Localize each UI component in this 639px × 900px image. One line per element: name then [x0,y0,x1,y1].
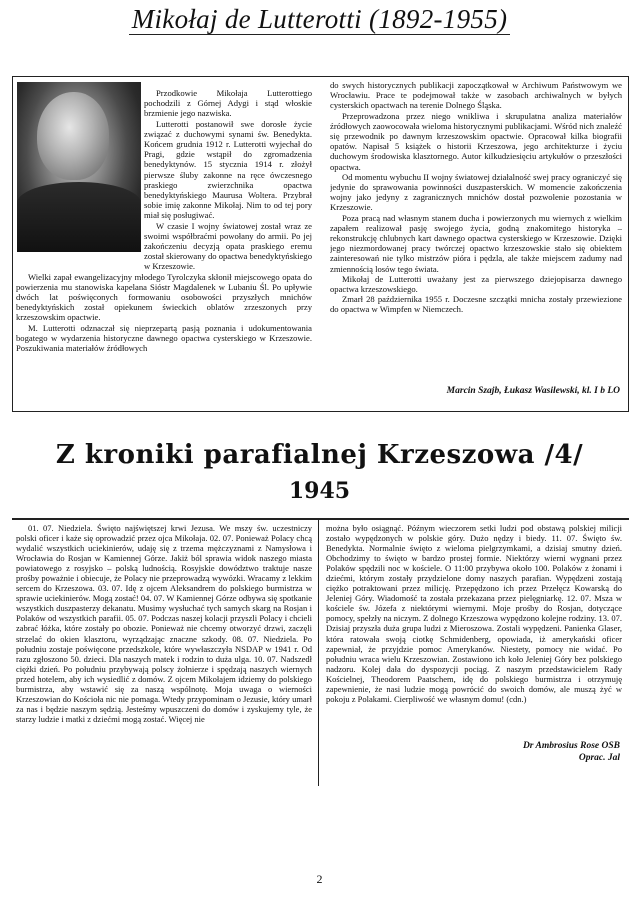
article-title: Mikołaj de Lutterotti (1892-1955) [0,4,639,35]
column-divider [318,518,319,786]
paragraph: można było osiągnąć. Późnym wieczorem setki ludzi pod obstawą polskiej milicji zostało wypędzonych w polskie góry. Dużo nędzy i biedy. 11. 07. Święto św. Benedykta. Normalnie święto z wieloma pielgrzymkami, a dzisiaj smutny dzień. Obchodzimy to święto w bardzo prostej formie. Niektórzy wierni wygnani przez Polaków spędzili noc w kościele. O 11:00 przybywa około 100. Polaków z żonami i dziećmi, którym zostały przydzielone domy naszych parafian. Wypędzeni zostają ciężko potraktowani przez milicję. Przepędzono ich przez Przełęcz Kowarską do Jeleniej Góry. Wiadomość ta została przekazana przez pielęgniarkę. 12. 07. Msza w kościele św. Józefa z niektórymi wiernymi. Moje prośby do Rosjan, dotyczące pomocy, spełzły na niczym. Z dolnego Krzeszowa wypędzono kolejne rodziny. 13. 07. Dzisiaj przyszła duża grupa ludzi z Mieroszowa. Zostali wypędzeni. Panienka Glaser, która ratowała swoją ciotkę Schmidenberg, opowiada, iż amerykański oficer zapewniał, że przyjdzie pomoc Amerykanów. Niestety, pomocy nie widać. Po południu wraca wielu Krzeszowian. Zostawiono ich koło Jeleniej Góry bez polskiego nadzoru. Kolej dała do dyspozycji pociąg. Z naszym przedstawicielem Rady Kościelnej, Theodorem Paatschem, idę do polskiego burmistrza i otrzymuję zapewnienie, że nasi ludzie mogą powrócić do swoich domów, ale muszą żyć w pokoju z Polakami. Cierpliwość we własnym domu! (cdn.) [326,523,622,704]
chronicle-title: Z kroniki parafialnej Krzeszowa /4/ [55,440,584,470]
horizontal-rule [12,518,629,520]
signature-name: Dr Ambrosius Rose OSB [522,741,620,751]
article2-column-left [16,523,312,791]
paragraph: Od momentu wybuchu II wojny światowej działalność swej pracy ograniczyć się jedynie do sprawowania powinności duszpasterskich. W momencie zakończenia wojny jako jedyny z zagranicznych mnichów dostał pozwolenie pozostania w Krzeszowie. [330,171,622,213]
paragraph: W czasie I wojny światowej został wraz ze swoimi współbraćmi powołany do armii. Po jej zakończeniu decyzją opata praskiego eremu został skierowany do opactwa benedyktyńskiego w Krzeszowie. [144,220,312,272]
paragraph: Zmarł 28 października 1955 r. Doczesne szczątki mnicha zostały przewiezione do opactwa w Wimpfen w Niemczech. [330,294,622,315]
page-number: 2 [316,872,323,886]
article1-signature: Marcin Szajb, Łukasz Wasilewski, kl. I b LO [446,386,620,396]
article1-column-right [330,80,622,376]
paragraph: do swych historycznych publikacji zapoczątkował w Archiwum Państwowym we Wrocławiu. Prace te podejmował także w zasobach archiwalnych w byłych cysterskich opactwach na terenie Dolnego Śląska. [330,80,622,111]
paragraph: 01. 07. Niedziela. Święto najświętszej krwi Jezusa. We mszy św. uczestniczy polski oficer i każe się oprowadzić przez ojca Mikołaja. 02. 07. Ponieważ Polacy chcą wydalić wszystkich uciekinierów, udaję się z trzema mężczyznami z Namysłowa i Wrocławia do Rosjan w Kamiennej Górze. Jakiż ból sprawia widok naszego miasta powiatowego z rosyjsko – polską ludnością. Rosyjskie dowództwo traktuje nasze prośby poważnie i obiecuje, że Polacy nie przeprowadzą wywózki. Wracamy z lekkim sercem do Krzeszowa. 03. 07. Idę z ojcem Aleksandrem do polskiego burmistrza w sprawie uciekinierów. Mogą zostać! 04. 07. W Kamiennej Górze odbywa się spotkanie wszystkich duszpasterzy dekanatu. Musimy wysłuchać tych samych skarg na Rosjan i Polaków od wszystkich parafii. 05. 07. Podczas naszej kolacji przyszli Polacy i chcieli zabrać łóżka, które zostały po obozie. Ponieważ nie chcemy otworzyć drzwi, zaczęli strzelać do okien klasztoru, wyrządzając znaczne szkody. 08. 07. Niedziela. Po południu zostaje poświęcone przedszkole, które wywłaszczyła NSDAP w 1941 r. Od razu zgłoszono 50. dzieci. Dla naszych matek i rodzin to duża ulga. 10. 07. Nadszedł ciężki dzień. Po południu przybywają polscy żołnierze i spędzają naszych wiernych przed hotelem, aby ich wysiedlić z domów. Z ojcem Mikołajem idziemy do polskiego burmistrza, aby wstawić się za naszą wspólnotę. Moja uwaga o wierności Krzeszowian do Kościoła nic nie pomaga. Wtedy przypominam o Jezusie, który umarł za nas i będzie naszym sędzią. Jesteśmy wpuszczeni do domów i zyskujemy tyle, że starzy ludzie i matki z dziećmi mogą zostać. Więcej nie [16,523,312,724]
paragraph: Przodkowie Mikołaja Lutterottiego pochodzili z Górnej Adygi i stąd włoskie brzmienie jego nazwiska. [144,88,312,119]
paragraph: M. Lutterotti odznaczał się nieprzepartą pasją poznania i udokumentowania bogatego w wydarzenia historyczne dawnego opactwa cysterskiego w Krzeszowie. Poszukiwania materiałów źródłowych [16,322,312,354]
paragraph: Poza pracą nad własnym stanem ducha i powierzonych mu wiernych z wielkim zapałem realizował pasję swojego życia, godną znakomitego historyka – rekonstrukcję chlubnych kart dawnego opactwa cysterskiego w Krzeszowie. Dzięki jego niezmordowanej pracy twórczej opactwo krzeszowskie stało się obiektem zainteresowań nie tylko mistrzów pióra i pędzla, ale także miejscem zadumy nad zmiennością losów tego świata. [330,212,622,274]
chronicle-year: 1945 [288,478,351,504]
article2-signature [330,740,620,764]
paragraph: Przeprowadzona przez niego wnikliwa i skrupulatna analiza materiałów źródłowych zaowocowała wieloma historycznymi publikacjami. Wśród nich znaleźć się przewodnik po dawnym krzeszowskim opactwie. Opracował kilka biografii opatów. Napisał 5 książek o historii Krzeszowa, jego architekturze i życiu duchowym środowiska klasztornego. Autor kilkudziesięciu artykułów o przeszłości opactwa. [330,110,622,172]
article1-column-left [16,88,312,380]
signature-note: Oprac. Jal [578,753,620,763]
article2-column-right [326,523,622,737]
paragraph: Mikołaj de Lutterotti uważany jest za pierwszego dziejopisarza dawnego opactwa krzeszowskiego. [330,273,622,295]
paragraph: Lutterotti postanowił swe dorosłe życie związać z duchowymi synami św. Benedykta. Końcem grudnia 1912 r. Lutterotti wyjechał do Pragi, gdzie wstąpił do zgromadzenia benedyktynów. 15 stycznia 1914 r. złożył pierwsze śluby zakonne na ręce ówczesnego praskiego zwierzchnika opactwa benedyktyńskiego Maurusa Woltera. Przybrał sobie imię zakonne Mikołaj. Nim to od tej pory miał się posługiwać. [144,118,312,221]
paragraph: Wielki zapał ewangelizacyjny młodego Tyrolczyka skłonił miejscowego opata do powierzenia mu stanowiska kapelana Sióstr Magdalenek w Lubaniu Śl. Po upływie dwóch lat poświęconych formowaniu osobowości przyszłych mnichów benedyktyńskich został opiekunem świeckich oblatów zrzeszonych przy krzeszowskim opactwie. [16,271,312,323]
